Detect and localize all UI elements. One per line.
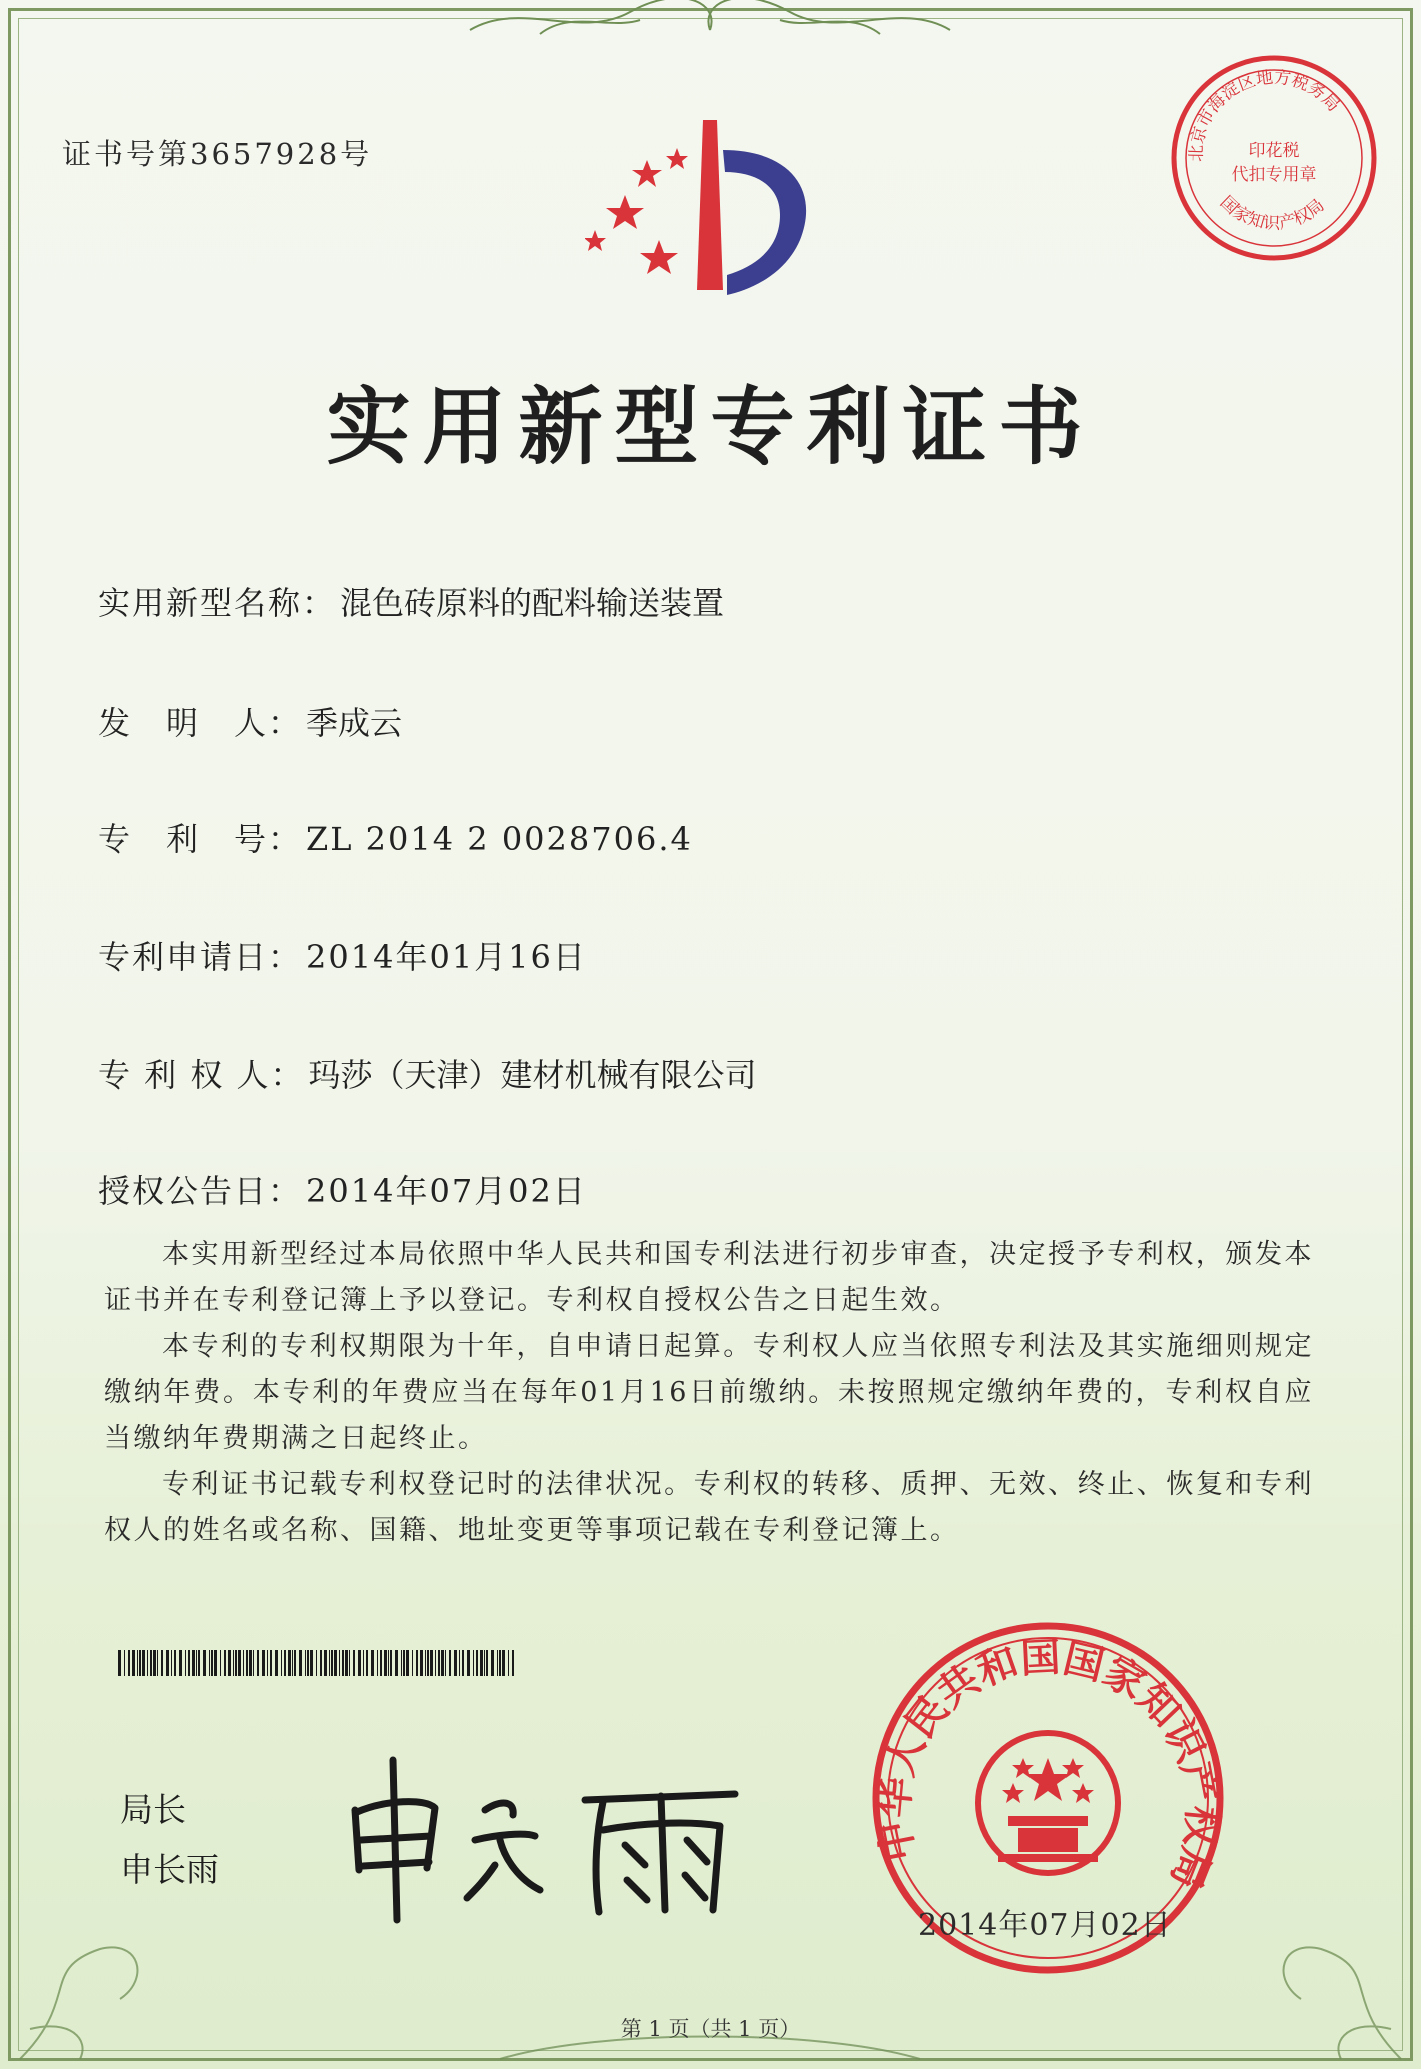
field-label: 实用新型名称： [98, 584, 337, 622]
top-ornament [460, 0, 960, 40]
field-application-date [98, 932, 587, 978]
field-value: 玛莎（天津）建材机械有限公司 [308, 1056, 757, 1094]
field-value: 2014年01月16日 [306, 938, 587, 976]
legal-text [104, 1232, 1314, 1554]
field-value: 2014年07月02日 [306, 1172, 587, 1210]
bottom-ornament [0, 1909, 1421, 2069]
tax-seal-outer-text: 北京市海淀区地方税务局 [1186, 67, 1344, 162]
barcode [118, 1650, 518, 1676]
field-label: 授权公告日： [98, 1172, 303, 1210]
national-emblem [978, 1733, 1118, 1873]
tax-seal-inner-1: 印花税 [1248, 141, 1300, 161]
tax-seal-inner-2: 代扣专用章 [1231, 165, 1317, 185]
field-patentee [98, 1050, 757, 1096]
field-label: 发 明 人： [98, 704, 303, 742]
seal-date: 2014年07月02日 [918, 1908, 1172, 1943]
field-value: ZL 2014 2 0028706.4 [306, 820, 693, 858]
tax-seal-bottom-text: 国家知识产权局 [1215, 192, 1329, 234]
field-inventor [98, 698, 402, 744]
certificate-title: 实用新型专利证书 [326, 377, 1095, 476]
patent-office-emblem [585, 110, 855, 310]
certificate-number: 证书号第3657928号 [62, 137, 373, 171]
paragraph-grant: 本实用新型经过本局依照中华人民共和国专利法进行初步审查，决定授予专利权，颁发本证书并在专利登记簿上予以登记。专利权自授权公告之日起生效。 [104, 1239, 1314, 1316]
svg-text:国家知识产权局 [1216, 192, 1329, 233]
field-value: 季成云 [306, 704, 403, 742]
field-label: 专 利 号： [98, 820, 303, 858]
tax-stamp-seal [1168, 52, 1380, 264]
page-footer: 第 1 页（共 1 页） [620, 2017, 801, 2041]
field-label: 专 利 权 人： [98, 1056, 305, 1094]
field-patent-number [98, 814, 693, 860]
director-name: 申长雨 [120, 1850, 219, 1889]
field-grant-date [98, 1166, 587, 1212]
paragraph-legal-status: 专利证书记载专利权登记时的法律状况。专利权的转移、质押、无效、终止、恢复和专利权人的姓名或名称、国籍、地址变更等事项记载在专利登记簿上。 [104, 1469, 1314, 1546]
field-label: 专利申请日： [98, 938, 303, 976]
director-title: 局长 [120, 1790, 186, 1829]
director-signature [335, 1740, 755, 1930]
main-seal-text: 中华人民共和国国家知识产权局 [870, 1634, 1226, 1896]
paragraph-term: 本专利的专利权期限为十年，自申请日起算。专利权人应当依照专利法及其实施细则规定缴纳年费。本专利的年费应当在每年01月16日前缴纳。未按照规定缴纳年费的，专利权自应当缴纳年费期满之日起终止。 [104, 1331, 1314, 1454]
field-value: 混色砖原料的配料输送装置 [340, 584, 725, 622]
field-utility-model-name [98, 578, 724, 624]
